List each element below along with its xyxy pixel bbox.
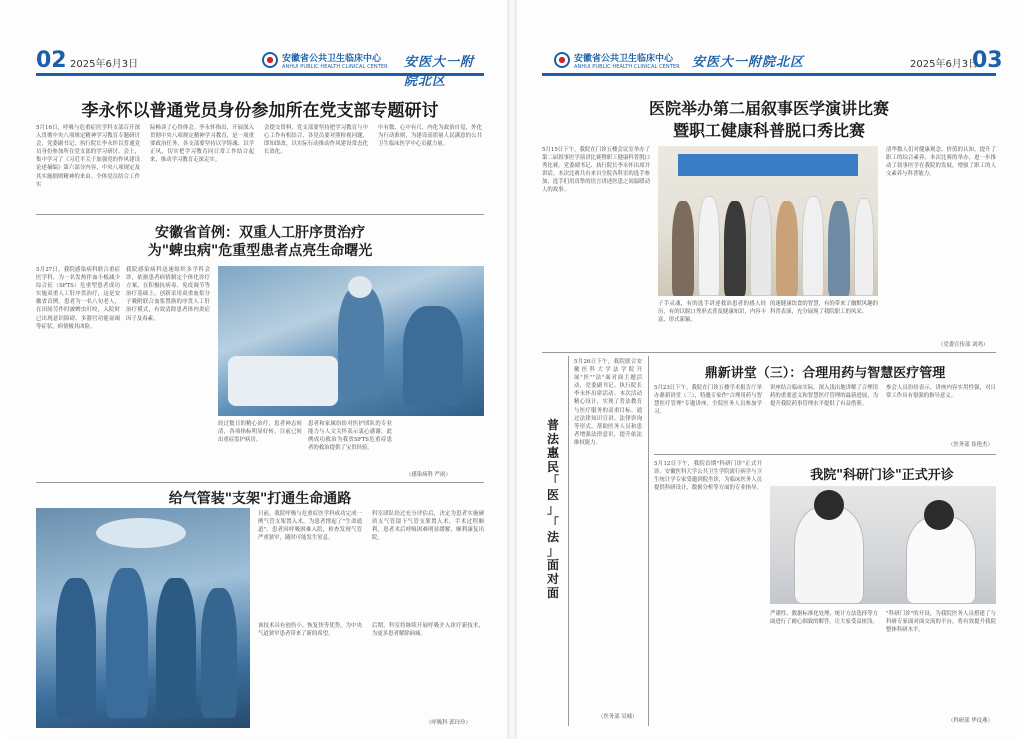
author-signature: （呼吸科 郭玲玲） (426, 720, 471, 726)
page-03 (518, 0, 1018, 739)
hospital-name (574, 51, 680, 70)
author-signature: （医务部 崔艳杰） (948, 442, 993, 448)
article-column: 经过数日的精心治疗，患者神志转清，各项指标明显好转，目前已转出重症监护病房。 (218, 421, 302, 444)
sidebar-vertical-title (542, 418, 564, 600)
doctor-head (348, 276, 372, 298)
hospital-name (282, 51, 388, 70)
surgeon-figure (201, 588, 237, 718)
author-signature: （医务部 吴城） (598, 714, 638, 720)
doctor-figure (338, 286, 384, 396)
title-char: 惠 (546, 446, 559, 460)
doctor-head (814, 490, 844, 520)
title-char: 面 (546, 558, 559, 572)
surgery-photo (218, 266, 484, 416)
article-column: 的速健康饮食的智慧，有的带来了幽默风趣的科普表演，充分展现了我院职工的风采。 (770, 301, 878, 316)
surgeon-figure (56, 578, 96, 718)
title-char: 法 (546, 432, 559, 446)
hospital-name-cn: 安徽省公共卫生临床中心 (282, 54, 382, 64)
article-column: 参会人员纷纷表示，讲座内容实用性强，对日常工作具有很强的指导意义。 (886, 385, 996, 400)
title-char: 法 (546, 530, 559, 544)
page-header-left (36, 48, 484, 89)
hospital-logo-icon (554, 52, 570, 68)
section-divider (36, 482, 484, 483)
author-signature: （感染病科 严雨） (406, 472, 451, 478)
article-subtitle: 为"蜱虫病"危重型患者点亮生命曙光 (147, 243, 373, 259)
sidebar-divider (648, 356, 649, 726)
bed (228, 356, 338, 406)
person-figure (698, 196, 720, 296)
hospital-slogan: 安医大一附院北区 (404, 55, 475, 89)
article-column: "科研门诊"的开设，为我院医务人员搭建了与科研专家面对面交流的平台，将有效提升我院整体科研水平。 (886, 611, 996, 634)
sidebar-text: 5月26日下午，我院联合安徽医科大学法学院开展"医""法"面对面主题活动，党委副书记、执行院长李永怀出席活动。本次活动精心设计，实现了普法教育与医疗服务的双重目标。通过法律知识宣讲、法律咨询等形式，帮助医务人员和患者增强法律意识，提升依法维权能力。 (574, 359, 642, 446)
article-column: 中有数、心中有尺，内化为政治自觉，外化为行动准则，为建设高质量人民满意的公共卫生临床医学中心贡献力量。 (378, 125, 482, 148)
title-char: 普 (546, 418, 559, 432)
person-figure (724, 201, 746, 296)
section-divider (36, 214, 484, 215)
article-subtitle: 暨职工健康科普脱口秀比赛 (672, 121, 865, 140)
operating-room-photo (36, 508, 250, 728)
article-column: 讲座结合临床实际，深入浅出地讲解了合理用药的重要意义和智慧医疗管理的最新进展，为提升我院药事管理水平提供了有益借鉴。 (770, 385, 878, 408)
article-column: 子手灵魂，有的选手讲述救治患者的感人经历，有的以脱口秀形式普及健康知识，内容丰富、形式新颖。 (658, 301, 766, 324)
article-column: 会提交资料，党支部要坚持把学习教育与中心工作有机结合，各党员要对照检视问题，即知即改，以实际行动推动作风建设常态化长效化。 (264, 125, 368, 156)
person-figure (828, 201, 850, 296)
title-char: 医 (546, 488, 559, 502)
article-column: 清华数人们对健康观念、价值的认知，提升了职工的综合素养。本次比赛的举办，进一步推动了叙事医学在我院的发展，增强了职工的人文素养与科普能力。 (886, 147, 996, 178)
person-figure (750, 196, 772, 296)
hospital-name-cn: 安徽省公共卫生临床中心 (574, 54, 674, 64)
title-char: 」 (546, 502, 559, 516)
article-column: 严谨性、数据标准化处理、统计方法选择等方面进行了耐心细致的解答，让大家受益匪浅。 (770, 611, 878, 626)
page-number: 03 (972, 48, 1003, 73)
title-char: 面 (546, 586, 559, 600)
article-title: 医院举办第二届叙事医学演讲比赛 (648, 99, 889, 118)
article-column: 5月12日下午，我院首期"科研门诊"正式开诊。安徽医科大学公共卫生学院流行病学与卫生统计学专家受邀到院坐诊，为临床医务人员提供科研设计、数据分析等方面的专业指导。 (654, 461, 762, 492)
person-figure (854, 198, 874, 296)
article-title: 李永怀以普通党员身份参加所在党支部专题研讨 (81, 101, 439, 121)
nurse-figure (403, 306, 463, 406)
title-char: 民 (546, 460, 559, 474)
article-column: 际畅谈了心得体会。李永怀指出，开展深入贯彻中央八项规定精神学习教育，是一项重要政治任务，各支部要坚持以学铸魂、以学正风，切实把学习教育同日常工作结合起来，推动学习教育走深走实。 (150, 125, 254, 164)
section-divider (542, 352, 996, 353)
issue-date: 2025年6月3日 (70, 59, 139, 70)
consultation-photo (770, 486, 996, 604)
article-title: 安徽省首例：双重人工肝序贯治疗 (155, 225, 365, 241)
page-header-right (542, 48, 1003, 76)
article-column: 我院感染病科迅速组织多学科会诊，依据患者病情制定个体化诊疗方案，在积极抗病毒、免疫调节等治疗基础上，创新采用双重血浆分子吸附联合血浆置换的序贯人工肝治疗模式，有效清除患者体内炎症因子及毒素。 (126, 267, 210, 322)
article-column: 5月16日，呼吸与危重症医学科支部召开深入贯彻中央八项规定精神学习教育专题研讨会，党委副书记、执行院长李永怀以普通党员身份参加所在党支部的学习研讨。会上，集中学习了《习近平关于加强党的作风建设论述摘编》第六部分内容，中央八项规定及其实施细则精神的来由。全体党员结合工作实 (36, 125, 140, 188)
article-column: 日前，我院呼吸与危重症医学科成功完成一例气管支架置入术，为患者撑起了"生命通道"。患者因呼吸困难入院，检查发现气管严重狭窄，随时可能发生窒息。 (258, 511, 362, 542)
group-photo (658, 146, 878, 296)
page-gutter (507, 0, 517, 739)
title-char: 」 (546, 544, 559, 558)
article-column: 科室团队经过充分评估后，决定为患者实施硬质支气管镜下气管支架置入术。手术过程顺利，患者术后呼吸困难明显缓解，顺利康复出院。 (372, 511, 484, 542)
doctor-figure (794, 506, 864, 604)
article-column: 后期，科室将继续开展呼吸介入诊疗新技术，为更多患者解除病痛。 (372, 623, 484, 638)
article-column: 5月15日下午，我院在门诊五楼会议室举办了第二届叙事医学演讲比赛暨职工健康科普脱口秀比赛。党委副书记、执行院长李永怀出席并讲话。本次比赛共有来自全院各科室的选手参加，选手们用真挚的语言讲述医患之间温暖动人的故事。 (542, 147, 650, 194)
hospital-slogan: 安医大一附院北区 (692, 55, 805, 70)
section-divider (654, 454, 996, 455)
article-title: 鼎新讲堂（三）：合理用药与智慧医疗管理 (704, 366, 946, 381)
issue-date: 2025年6月3日 (910, 59, 979, 70)
page-number: 02 (36, 48, 67, 73)
title-char: 「 (546, 516, 559, 530)
surgical-light (96, 518, 186, 548)
person-figure (672, 201, 694, 296)
article-title: 我院"科研门诊"正式开诊 (810, 468, 954, 483)
surgeon-figure (156, 578, 196, 718)
author-signature: （党委宣传部 刘鸡） (938, 342, 989, 348)
sidebar-divider (568, 356, 569, 726)
author-signature: （科研部 华玟燕） (948, 718, 993, 724)
surgeon-figure (106, 568, 148, 718)
title-char: 对 (546, 572, 559, 586)
article-column: 患者和家属纷纷对医护团队的专业能力与人文关怀表示衷心感谢。此例成功救治为我省SFTS危重症患者的救治提供了宝贵经验。 (308, 421, 392, 452)
title-char: 「 (546, 474, 559, 488)
person-figure (776, 201, 798, 296)
article-column: 5月23日下午，我院在门诊五楼学术报告厅举办鼎新讲堂（三），特邀专家作"合理用药与智慧医疗管理"专题讲座，全院医务人员参加学习。 (654, 385, 762, 416)
page-02 (6, 0, 506, 739)
person-figure (802, 196, 824, 296)
hospital-name-en: ANHUI PUBLIC HEALTH CLINICAL CENTER (282, 64, 388, 70)
article-column: 该技术具有创伤小、恢复快等优势，为中央气道狭窄患者带来了新的希望。 (258, 623, 362, 638)
article-column: 5月27日，我院感染病科联合重症医学科，为一名发热伴血小板减少综合征（SFTS）危重型患者成功实施双重人工肝序贯治疗，这是安徽省首例。患者为一名八旬老人，在田间劳作时被蜱虫叮咬，入院时已出现意识障碍、多器官功能衰竭等症状，病情极其凶险。 (36, 267, 120, 330)
article-title: 给气管装"支架"打通生命通路 (168, 491, 352, 507)
doctor-head (924, 500, 954, 530)
event-banner (678, 154, 858, 176)
hospital-logo-icon (262, 52, 278, 68)
hospital-name-en: ANHUI PUBLIC HEALTH CLINICAL CENTER (574, 64, 680, 70)
